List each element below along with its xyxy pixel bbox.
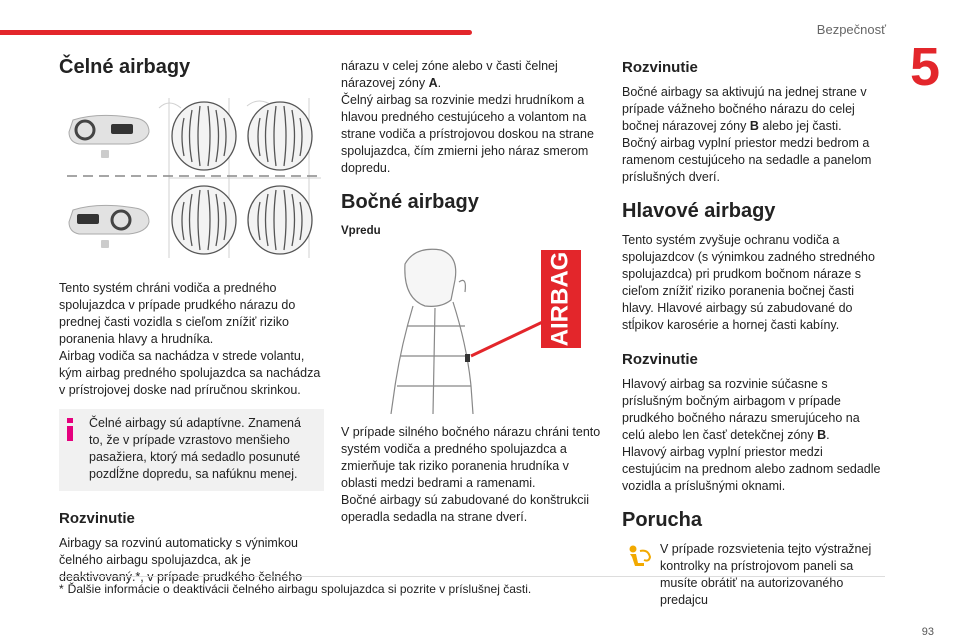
footnote [59,576,885,596]
column-2 [341,58,603,526]
deploy-detail-side: Bočný airbag vyplní priestor medzi bedrom a ramenom cestujúceho na sedadle a panelom príslušných dverí. [622,136,872,184]
deploy-title-side: Rozvinutie [622,59,698,76]
airbag-warning-icon [622,543,654,571]
head-airbags-title: Hlavové airbagy [622,200,776,222]
column-1 [59,54,324,586]
frontal-deploy-continuation: nárazu v celej zóne alebo v časti čelnej nárazovej zóny A. [341,59,558,90]
column-3 [622,54,884,609]
airbag-pointer-line [471,318,551,356]
deploy-detail-head: Hlavový airbag vyplní priestor medzi cestujúcim na prednom alebo zadnom sedadle vozidla a príslušnými oknami. [622,445,881,493]
intro-paragraph-1: Tento systém chráni vodiča a predného spolujazdca v prípade prudkého nárazu do prednej časti vozidla s cieľom znížiť riziko poranenia hlavy a hrudníka. [59,281,296,346]
deploy-text-head: Hlavový airbag sa rozvinie súčasne s príslušným bočným airbagom v prípade prudkého bočného nárazu smerujúceho na celú alebo len časť detekčnej zóny B. [622,377,860,442]
dashboard-bottom [69,205,149,248]
chapter-number: 5 [909,37,940,97]
frontal-airbag-illustration [59,98,324,260]
deploy-text-side: Bočné airbagy sa aktivujú na jednej strane v prípade vážneho bočného nárazu do celej bočnej nárazovej zóny B alebo jej časti. [622,85,867,133]
side-airbags-text [341,424,603,526]
deploy-title-head: Rozvinutie [622,351,698,368]
frontal-airbags-title: Čelné airbagy [59,56,191,78]
fault-text: V prípade rozsvietenia tejto výstražnej kontrolky na prístrojovom paneli sa musíte obrátiť na autorizovaného predajcu [660,542,872,607]
info-icon [67,418,73,440]
footnote-mark: * [59,582,64,596]
zone-b-label-2: B [817,428,827,442]
frontal-deploy-detail: Čelný airbag sa rozvinie medzi hrudníkom a hlavou predného cestujúceho a volantom na strane vodiča a prístrojovou doskou na strane spolujazdca, čím zmierni jeho náraz smerom dopredu. [341,93,594,175]
side-airbag-illustration [341,246,603,414]
seat-drawing [391,249,473,414]
fault-warning [622,541,884,609]
page-number: 93 [921,626,934,638]
deploy-text-frontal: Airbagy sa rozvinú automaticky s výnimkou čelného airbagu spolujazdca, ak je deaktivovaný.*, v prípade prudkého čelného [59,536,303,584]
footnote-text: Ďalšie informácie o deaktivácii čelného airbagu spolujazdca si pozrite v príslušnej časti. [67,582,532,596]
info-box [59,409,324,491]
seat-airbag-tag [465,354,470,362]
front-label: Vpredu [341,225,381,237]
zone-b-label: B [749,119,759,133]
airbag-label-text: AIRBAG [546,251,574,347]
intro-paragraph-2: Airbag vodiča sa nachádza v strede volantu, kým airbag predného spolujazdca sa nachádza v prístrojovej doske nad príručnou skrinkou. [59,349,321,397]
header-red-bar [0,30,472,35]
info-text: Čelné airbagy sú adaptívne. Znamená to, že v prípade vzrastovo menšieho pasažiera, ktorý má sedadlo posunuté pozdĺžne dopredu, sa nafúknu menej. [89,416,301,481]
side-text-1: V prípade silného bočného nárazu chráni tento systém vodiča a predného spolujazdca a zmierňuje tak riziko poranenia hrudníka v oblasti medzi bedrami a ramenami. [341,425,601,490]
fault-title: Porucha [622,509,703,531]
dashboard-top [69,115,149,158]
zone-a-label: A [428,76,438,90]
frontal-airbags-intro [59,280,324,399]
side-airbags-title: Bočné airbagy [341,191,479,213]
section-name: Bezpečnosť [816,22,886,37]
head-airbags-text: Tento systém zvyšuje ochranu vodiča a spolujazdcov (s výnimkou zadného stredného spolujazdca) pri prudkom bočnom náraze s cieľom znížiť riziko poranenia bočnej časti hlavy. Hlavové airbagy sú zabudované do stĺpikov karosérie a hornej časti kabíny. [622,233,875,332]
side-text-2: Bočné airbagy sú zabudované do konštrukcii operadla sedadla na strane dverí. [341,493,590,524]
deploy-title-frontal: Rozvinutie [59,510,135,527]
